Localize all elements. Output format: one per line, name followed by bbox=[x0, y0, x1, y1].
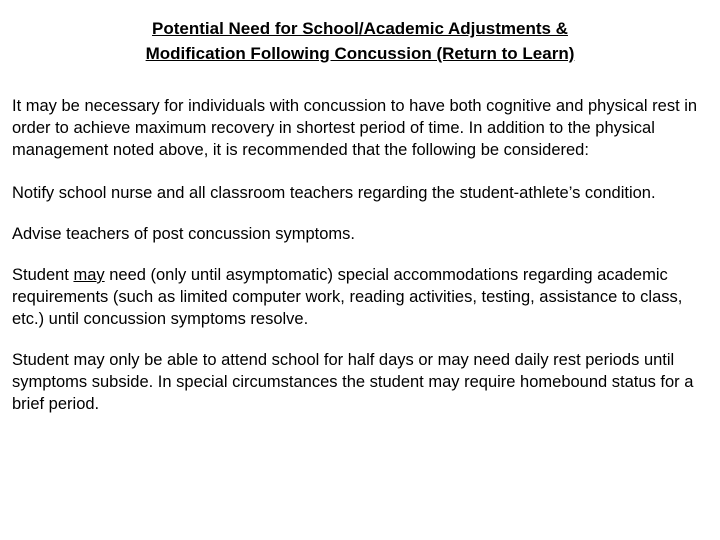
accommodations-suffix: need (only until asymptomatic) special accommodations regarding academic requirements (such as limited computer work, reading activities, testing, assistance to class, etc.) until concussion symptoms resolve. bbox=[12, 266, 683, 328]
accommodations-paragraph bbox=[12, 264, 702, 330]
accommodations-emphasis: may bbox=[73, 266, 105, 284]
page-title bbox=[0, 16, 720, 66]
body-text bbox=[12, 95, 702, 434]
title-line-1: Potential Need for School/Academic Adjustments & bbox=[152, 19, 568, 38]
attendance-paragraph: Student may only be able to attend school for half days or may need daily rest periods until symptoms subside. In special circumstances the student may require homebound status for a brief period. bbox=[12, 351, 694, 413]
accommodations-prefix: Student bbox=[12, 266, 74, 284]
advise-paragraph: Advise teachers of post concussion symptoms. bbox=[12, 225, 355, 243]
title-line-2: Modification Following Concussion (Return to Learn) bbox=[145, 44, 575, 63]
notify-paragraph: Notify school nurse and all classroom teachers regarding the student-athlete’s condition. bbox=[12, 184, 656, 202]
intro-paragraph: It may be necessary for individuals with concussion to have both cognitive and physical rest in order to achieve maximum recovery in shortest period of time. In addition to the physical management noted above, it is recommended that the following be considered: bbox=[12, 97, 698, 159]
